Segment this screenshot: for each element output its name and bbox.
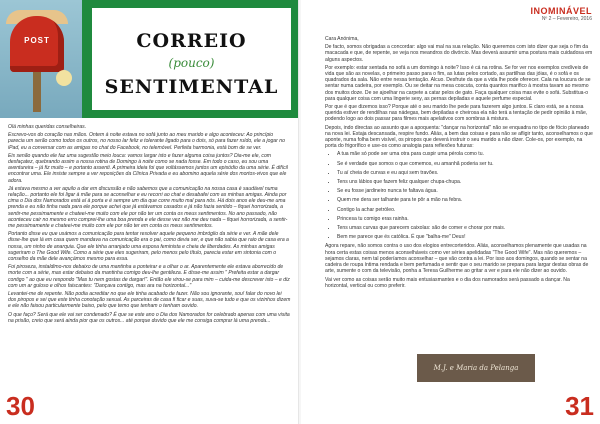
list-item: • A tua mãe só pode ser uma otra para cuspir uma pérola como tu. [337, 151, 593, 157]
list-item: • Bem me parece que és católica. É que "balha-me" Deus! [337, 234, 593, 240]
list-item: • Princesa tu comigo eras rainha. [337, 216, 593, 222]
header-image [0, 0, 299, 118]
list-item: • Tens umas curvas que parecem caixolas: são de comer e chorar por mais. [337, 225, 593, 231]
reply-paragraph: Agora repare, não somos contra o uso dos elogios entrecorteridos. Aliás, aconselhamos plenamente que usadas na hora certa estas coisas menos aconselháveis como ver séries apelidadas "The Good Wife". Mas não queremos – sejamos claras, nem tal poderíamos aconselhar – que vão contra a lei. Por isso aos domingos, quando se sentar na cadeira de roupa íntima rendada e bem perfumada e sentir que o seu marido se prepara para largar destas obras de arte, sumente o com da televisão, ponha a Teresa Guilherme ao gritar a ver e para ele não dizer ao ouvido. [325, 243, 589, 275]
reply-paragraph: De facto, somos obrigadas a concordar: algo vai mal na sua relação. Não queremos com isto dizer que seja o fim da macacada e que, de repente, se veja nos meandros do divórcio. Mas deverá assumir uma postura mais cuidadosa em alguns aspectos. [325, 44, 593, 63]
issue-info: Nº 2 – Fevereiro, 2016 [541, 16, 592, 22]
page-number-left: 30 [6, 391, 35, 421]
title-line-2: (pouco) [168, 56, 215, 70]
list-item: • Se é verdade que somos o que comemos, eu amanhã poderia ser tu. [337, 161, 593, 167]
letter-paragraph: O que faço? Será que ele vai ser condenado? É que se este ano o Dia dos Namorados for celebrado apenas com uma visita na prisão, creio que será ainda pior que os outros... até porque duvido que ele me consiga comprar lá uma prenda... [8, 311, 290, 324]
reply-greeting: Cara Anónima, [325, 36, 359, 42]
list-item: • Contigo la achar petróleo. [337, 207, 593, 213]
list-item: • Se eu fosse jardineiro nunca te faltava água. [337, 188, 593, 194]
letter-salutation: Olá minhas queridas conselheiras. [8, 124, 87, 130]
letter-paragraph: Foi piroseza, instaldimo-nos debaixo de uma mantinha a ponteirar e a olhar o ar. Aparentemente ele estava aborrecido de morte com a série, mas estar debaixo da mantinha comigo deu-lhe gentileza. E disse-me assim " Prefeita estar a dargar contigo " ao que eu respondo "Mas tu nem gostas de dargar!". Então ele virou-se para mim – cuida-me descrever isto – e diz com um ar guloso e olhos faiscantes: "Dançava contigo, mas ara na horizontal..." [8, 264, 290, 289]
brand-name: INOMINÁVEL [530, 6, 592, 16]
reply-paragraph: Por que é que dizemos isso? Porque até o seu marido lhe pede para fazerem algo juntos. E claro está, se a nossa querida estiver de rendilhas nas nádegas, bem depiladas e cheirosa ela não terá a tentação de pedir opinião à mãe, podendo logo ao dois passar para filmes mais apelativos com sombras à mistura. [325, 104, 588, 123]
letter-paragraph: Eis senão quando ele faz uma sugestão meio louca: vamos largar isto e fazer alguma coisa juntos? Dia-me ele, com desfaçatez, quebrando assim a nossa rotina de Domingo à noite como se nada fosse. Em todo o caso, eu sou uma aventureira – já fiz muito – e portanto assenti. A primeira ideia foi que voltássemos juntos um episódio da uma série. É difícil encontrar uma. Ele insiste sempre a ver reposições da Clínica Privada e eu abomino aquela série dos mortos-vivos que ele adora. [8, 152, 288, 184]
list-item: • Tens uns lábios que fazem feliz qualquer chupa-chupa. [337, 179, 593, 185]
reply-paragraph: Vai ver como as coisas serão muito mais entusiasmantes e o dia dos namorados será passado a dançar. Na horizontal, vertical ou como preferir. [325, 276, 570, 289]
left-page [0, 0, 299, 424]
letter-paragraph: Levantei-me de repente. Não podia acreditar no que ele tinha acabado de fazer. Não sou ignorante, sou! falar do novo lei dos piropos e sei que este tinha conotação sexual. As parceiras de casa fi ficar e suas, suva-se tudo e que os vizinhos dizem e ele não faisou particularmente baixo, pelo que temo que tenham o tenham ouvido. [8, 291, 291, 310]
flower-icon [56, 70, 72, 86]
mailbox-photo [0, 0, 82, 118]
mailbox-label: POST [24, 36, 50, 45]
signature-banner: M.J. e Maria da Pelanga [417, 354, 535, 382]
title-line-1: CORREIO [136, 30, 247, 52]
magazine-brand [530, 6, 592, 22]
piropos-list [325, 151, 593, 240]
letter-paragraph: Já estava mesmo a ver aquilo a dar em discussão e não sabemos que a comunicação na nossa casa é saudável numa relação... portanto ele foi ligar à mãe para se aconselhar e eu recorri ao chat e desabafei com as minhas amigas. Ainda por cima o Dia dos Namorados está aí à porta e é sempre um dia que corre muito mal para nós. Há dois anos ele deu-me uma prenda e eu não tinha nada para ele porque achei que já estávamos casados e já não fazia sentido – fiquei horrorizada, a sentir-me pessimamente e chateei-me muito com ele por não ter um conta os meus sentimentos. No ano passado, não aconteceu cair no mesmo erro comprei-lhe uma boa prenda e ele desse vez não me deu nada – fiquei horrorizada, a sentir-me pessimamente e chateei-me muito com ele por não ter em conta os meus sentimentos. [8, 185, 288, 230]
list-item: • Quem me dera ser talhante para te pôr a mão na febra. [337, 197, 593, 203]
letter-paragraph: Escrevo-vos do coração nas mãos. Ontem à noite estava no sofá junto ao meu marido e algo aconteceu: Ao princípio parecia um serão como todos os outros, no nosso lar feliz e tolerante ligado para o dois, só para fazer ruído, ele a jogar no iPad, eu a conversar com as amigas no chat do Facebook, no telemóvel. Perfeita harmonia, está bom de se ver. [8, 132, 285, 151]
list-item: • Tu aí cheia de curvas e eu aqui sem travões. [337, 170, 593, 176]
reply-text [325, 36, 593, 291]
letter-paragraph: Portanto disse eu que usámos a comunicação para tentar resolver aquele pequeno imbróglio da série e ver. A mãe dele disse-lhe que lá em casa quem mandava na comunicação era o pai, como devia ser, e que não sabia que raio de casa era a nossa, um ninho de anarquia. Que ele tinha arranjado uma esposa feminista e cheia de liberdades. As minhas amigas sugeriram o The Good Wife. Como a série que eles sugeriram, pelo menos pelo título, parecia estar em sintonia com o conselho da mãe dele avançámos mesmo para essa. [8, 231, 289, 263]
mailbox-pole [33, 72, 41, 112]
reply-paragraph: Por exemplo: estar sentada no sofá a um domingo à noite? Isso é cá na rotina. Se for ver nos exemplos credíveis de vida que são as novelas, o primeiro passo para o fim, as lutas pelos cortado, as partilhas das jóias, é o sofá e os quadrados da sala. Não entre nessa tentação. Alcuo. Desfrute da que a vida lhe pode oferecer. Cala na loucura de se sentar numa cadeira, por exemplo. Ou se deitar na mesa coscuta, conta quantos marifico à mostra tavam ao mesmo dos muitos doze. De se ajoelhar na carpete a catar pelos de gato. Faça qualquer coisa mas evite o sofá. Substitua-o para qualquer coisa com uma lingerie sexy, as pernas depiladas e aquele perfume especial. [325, 64, 591, 102]
right-page [301, 0, 600, 424]
letter-text [8, 124, 291, 326]
reply-paragraph: Depois, indo directas ao assunto que a apoquenta: "dançar na horizontal" não se enquadra no tipo de fócio planeado na nova lei. Estaja descansada, respire fundo. Aliás, a bem das coisas e para não se afligir tanto, aconselhamos o que aponte, numa folha bem visível, os piropos que deverá instruir o seu marido a não dizer. Cole-os, por exemplo, na porta do frigorífico e use-os como analogia para reflexões futuras: [325, 124, 593, 150]
page-number-right: 31 [565, 391, 594, 421]
title-line-3: SENTIMENTAL [104, 76, 279, 98]
